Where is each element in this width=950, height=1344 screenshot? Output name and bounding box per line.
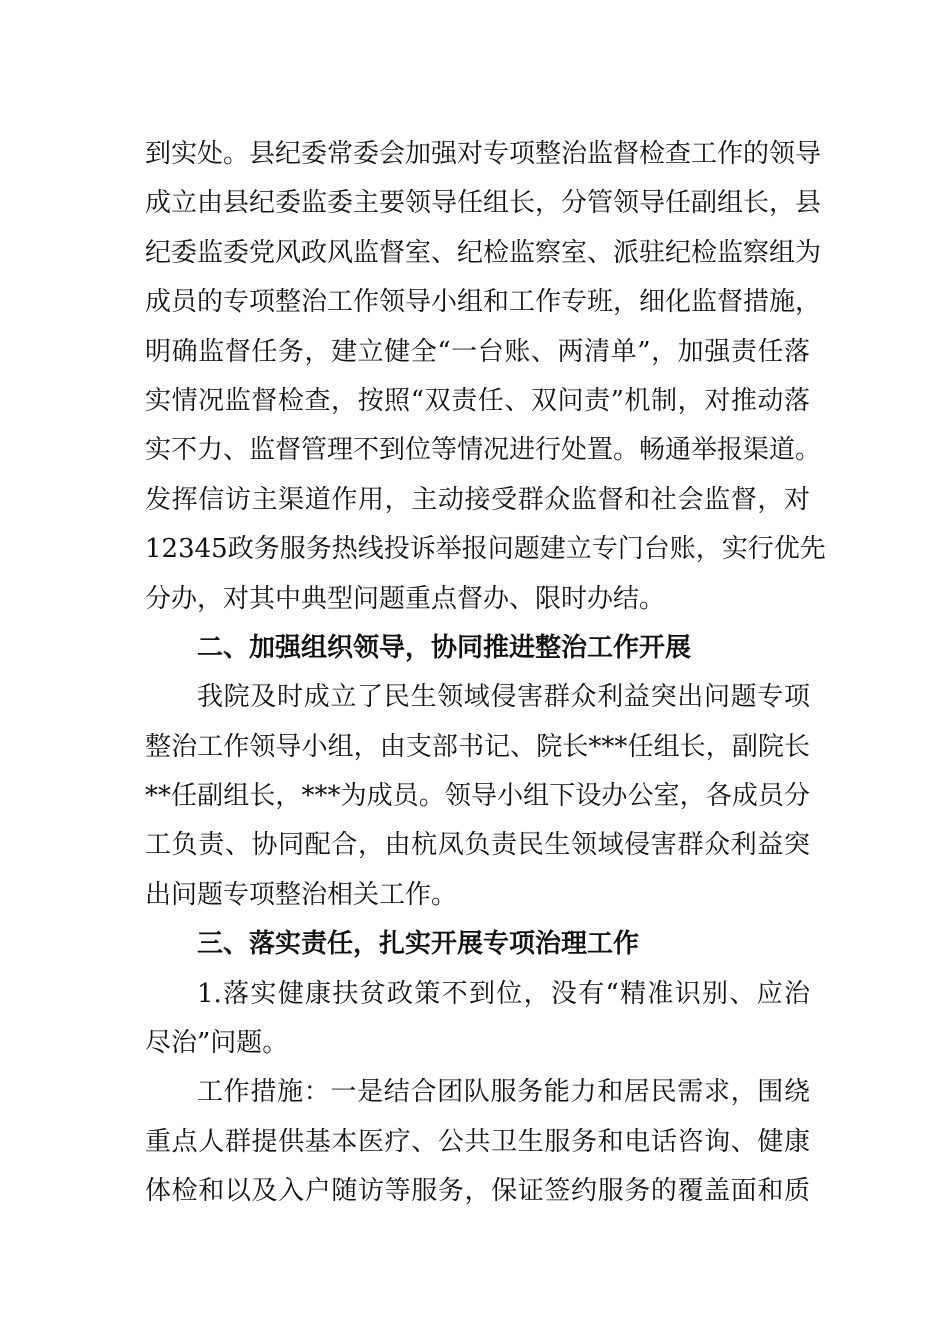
- text-line: 体检和以及入户随访等服务，保证签约服务的覆盖面和质: [145, 1176, 810, 1207]
- text-line: 重点人群提供基本医疗、公共卫生服务和电话咨询、健康: [145, 1126, 810, 1157]
- text-line: 纪委监委党风政风监督室、纪检监察室、派驻纪检监察组为: [145, 237, 822, 268]
- text-line: 分办，对其中典型问题重点督办、限时办结。: [145, 583, 666, 614]
- text-line: 1.落实健康扶贫政策不到位，没有“精准识别、应治: [197, 978, 810, 1009]
- text-line: 出问题专项整治相关工作。: [145, 879, 458, 910]
- section-heading: 二、加强组织领导，协同推进整治工作开展: [197, 632, 692, 663]
- text-line: 到实处。县纪委常委会加强对专项整治监督检查工作的领导: [145, 139, 822, 169]
- document-body: [145, 130, 826, 1217]
- text-line: 实情况监督检查，按照“双责任、双问责”机制，对推动落: [145, 385, 810, 416]
- text-line: **任副组长，***为成员。领导小组下设办公室，各成员分: [145, 781, 810, 812]
- text-line: 我院及时成立了民生领域侵害群众利益突出问题专项: [197, 682, 810, 713]
- text-line: 尽治”问题。: [145, 1028, 289, 1059]
- text-line: 整治工作领导小组，由支部书记、院长***任组长，副院长: [145, 731, 810, 762]
- text-line: 明确监督任务，建立健全“一台账、两清单”，加强责任落: [145, 336, 810, 367]
- section-heading: 三、落实责任，扎实开展专项治理工作: [197, 929, 640, 960]
- text-line: 工负责、协同配合，由杭凤负责民生领域侵害群众利益突: [145, 830, 810, 861]
- text-line: 成员的专项整治工作领导小组和工作专班，细化监督措施，: [145, 287, 822, 318]
- text-line: 12345政务服务热线投诉举报问题建立专门台账，实行优先: [145, 534, 826, 565]
- text-line: 实不力、监督管理不到位等情况进行处置。畅通举报渠道。: [145, 435, 822, 466]
- text-line: 成立由县纪委监委主要领导任组长，分管领导任副组长，县: [145, 188, 822, 219]
- text-line: 发挥信访主渠道作用，主动接受群众监督和社会监督，对: [145, 484, 810, 515]
- text-line: 工作措施：一是结合团队服务能力和居民需求，围绕: [197, 1077, 810, 1108]
